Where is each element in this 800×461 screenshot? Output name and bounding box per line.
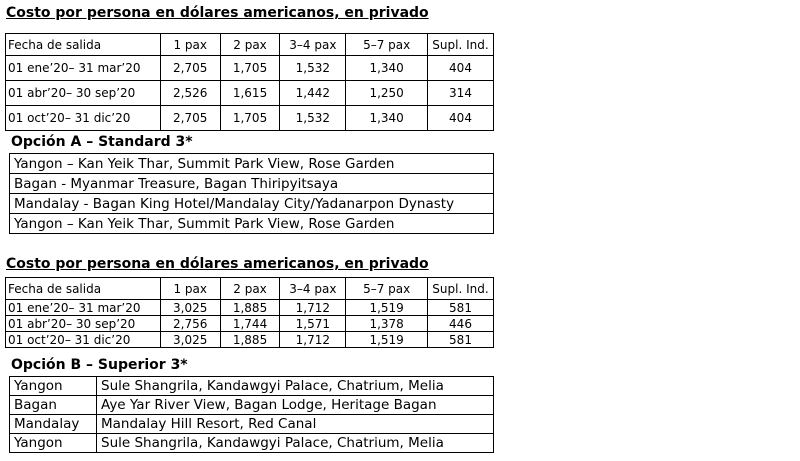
header-cell: 2 pax	[220, 34, 280, 56]
table-cell: 01 abr’20– 30 sep’20	[6, 81, 161, 106]
hotel-cell: Aye Yar River View, Bagan Lodge, Heritage Bagan	[97, 396, 494, 415]
header-cell: 1 pax	[160, 278, 220, 300]
hotel-row	[10, 194, 494, 214]
table-cell: 1,532	[280, 56, 346, 81]
section-b-title: Costo por persona en dólares americanos, en privado	[6, 256, 429, 272]
table-row	[6, 81, 494, 106]
hotel-row	[10, 396, 494, 415]
header-cell: 1 pax	[160, 34, 220, 56]
table-cell: 1,705	[220, 56, 280, 81]
table-cell: 1,378	[346, 316, 428, 332]
option-a-title: Opción A – Standard 3*	[11, 134, 193, 150]
city-cell: Yangon	[10, 434, 97, 453]
hotel-cell: Yangon – Kan Yeik Thar, Summit Park View, Rose Garden	[10, 214, 494, 234]
hotel-row	[10, 415, 494, 434]
table-cell: 1,250	[346, 81, 428, 106]
table-cell: 3,025	[160, 300, 220, 316]
header-cell: 2 pax	[220, 278, 280, 300]
table-cell: 1,340	[346, 56, 428, 81]
hotel-table-b	[9, 376, 494, 453]
hotel-cell: Sule Shangrila, Kandawgyi Palace, Chatrium, Melia	[97, 434, 494, 453]
header-cell: 5–7 pax	[346, 34, 428, 56]
table-cell: 1,712	[280, 332, 346, 348]
table-cell: 1,519	[346, 332, 428, 348]
header-cell: 3–4 pax	[280, 278, 346, 300]
hotel-cell: Mandalay Hill Resort, Red Canal	[97, 415, 494, 434]
hotel-cell: Bagan - Myanmar Treasure, Bagan Thiripyitsaya	[10, 174, 494, 194]
header-cell: 5–7 pax	[346, 278, 428, 300]
hotel-row	[10, 174, 494, 194]
city-cell: Bagan	[10, 396, 97, 415]
table-cell: 01 ene’20– 31 mar’20	[6, 56, 161, 81]
table-cell: 1,885	[220, 300, 280, 316]
table-cell: 1,571	[280, 316, 346, 332]
table-cell: 314	[428, 81, 494, 106]
hotel-row	[10, 434, 494, 453]
table-row	[6, 106, 494, 131]
header-cell: 3–4 pax	[280, 34, 346, 56]
header-cell: Fecha de salida	[6, 278, 161, 300]
table-cell: 1,744	[220, 316, 280, 332]
table-cell: 01 oct’20– 31 dic’20	[6, 332, 161, 348]
city-cell: Yangon	[10, 377, 97, 396]
city-cell: Mandalay	[10, 415, 97, 434]
table-cell: 1,885	[220, 332, 280, 348]
hotel-row	[10, 377, 494, 396]
table-cell: 1,442	[280, 81, 346, 106]
table-cell: 581	[428, 332, 494, 348]
header-cell: Supl. Ind.	[428, 34, 494, 56]
header-cell: Supl. Ind.	[428, 278, 494, 300]
table-cell: 3,025	[160, 332, 220, 348]
table-cell: 2,526	[160, 81, 220, 106]
table-cell: 01 oct’20– 31 dic’20	[6, 106, 161, 131]
table-cell: 2,705	[160, 106, 220, 131]
table-header-row	[6, 278, 494, 300]
table-cell: 404	[428, 56, 494, 81]
hotel-row	[10, 214, 494, 234]
table-cell: 404	[428, 106, 494, 131]
table-cell: 581	[428, 300, 494, 316]
table-cell: 1,340	[346, 106, 428, 131]
option-b-title: Opción B – Superior 3*	[11, 357, 188, 373]
table-cell: 1,519	[346, 300, 428, 316]
hotel-cell: Mandalay - Bagan King Hotel/Mandalay City/Yadanarpon Dynasty	[10, 194, 494, 214]
header-cell: Fecha de salida	[6, 34, 161, 56]
table-row	[6, 300, 494, 316]
table-header-row	[6, 34, 494, 56]
table-cell: 1,712	[280, 300, 346, 316]
hotel-cell: Sule Shangrila, Kandawgyi Palace, Chatrium, Melia	[97, 377, 494, 396]
table-cell: 01 abr’20– 30 sep’20	[6, 316, 161, 332]
table-cell: 1,705	[220, 106, 280, 131]
table-cell: 1,532	[280, 106, 346, 131]
hotel-table-a	[9, 153, 494, 234]
table-cell: 2,756	[160, 316, 220, 332]
table-row	[6, 316, 494, 332]
price-table-b	[5, 277, 494, 348]
table-cell: 1,615	[220, 81, 280, 106]
table-cell: 01 ene’20– 31 mar’20	[6, 300, 161, 316]
hotel-row	[10, 154, 494, 174]
table-cell: 2,705	[160, 56, 220, 81]
table-row	[6, 332, 494, 348]
table-cell: 446	[428, 316, 494, 332]
price-table-a	[5, 33, 494, 131]
table-row	[6, 56, 494, 81]
hotel-cell: Yangon – Kan Yeik Thar, Summit Park View, Rose Garden	[10, 154, 494, 174]
section-a-title: Costo por persona en dólares americanos, en privado	[6, 5, 429, 21]
